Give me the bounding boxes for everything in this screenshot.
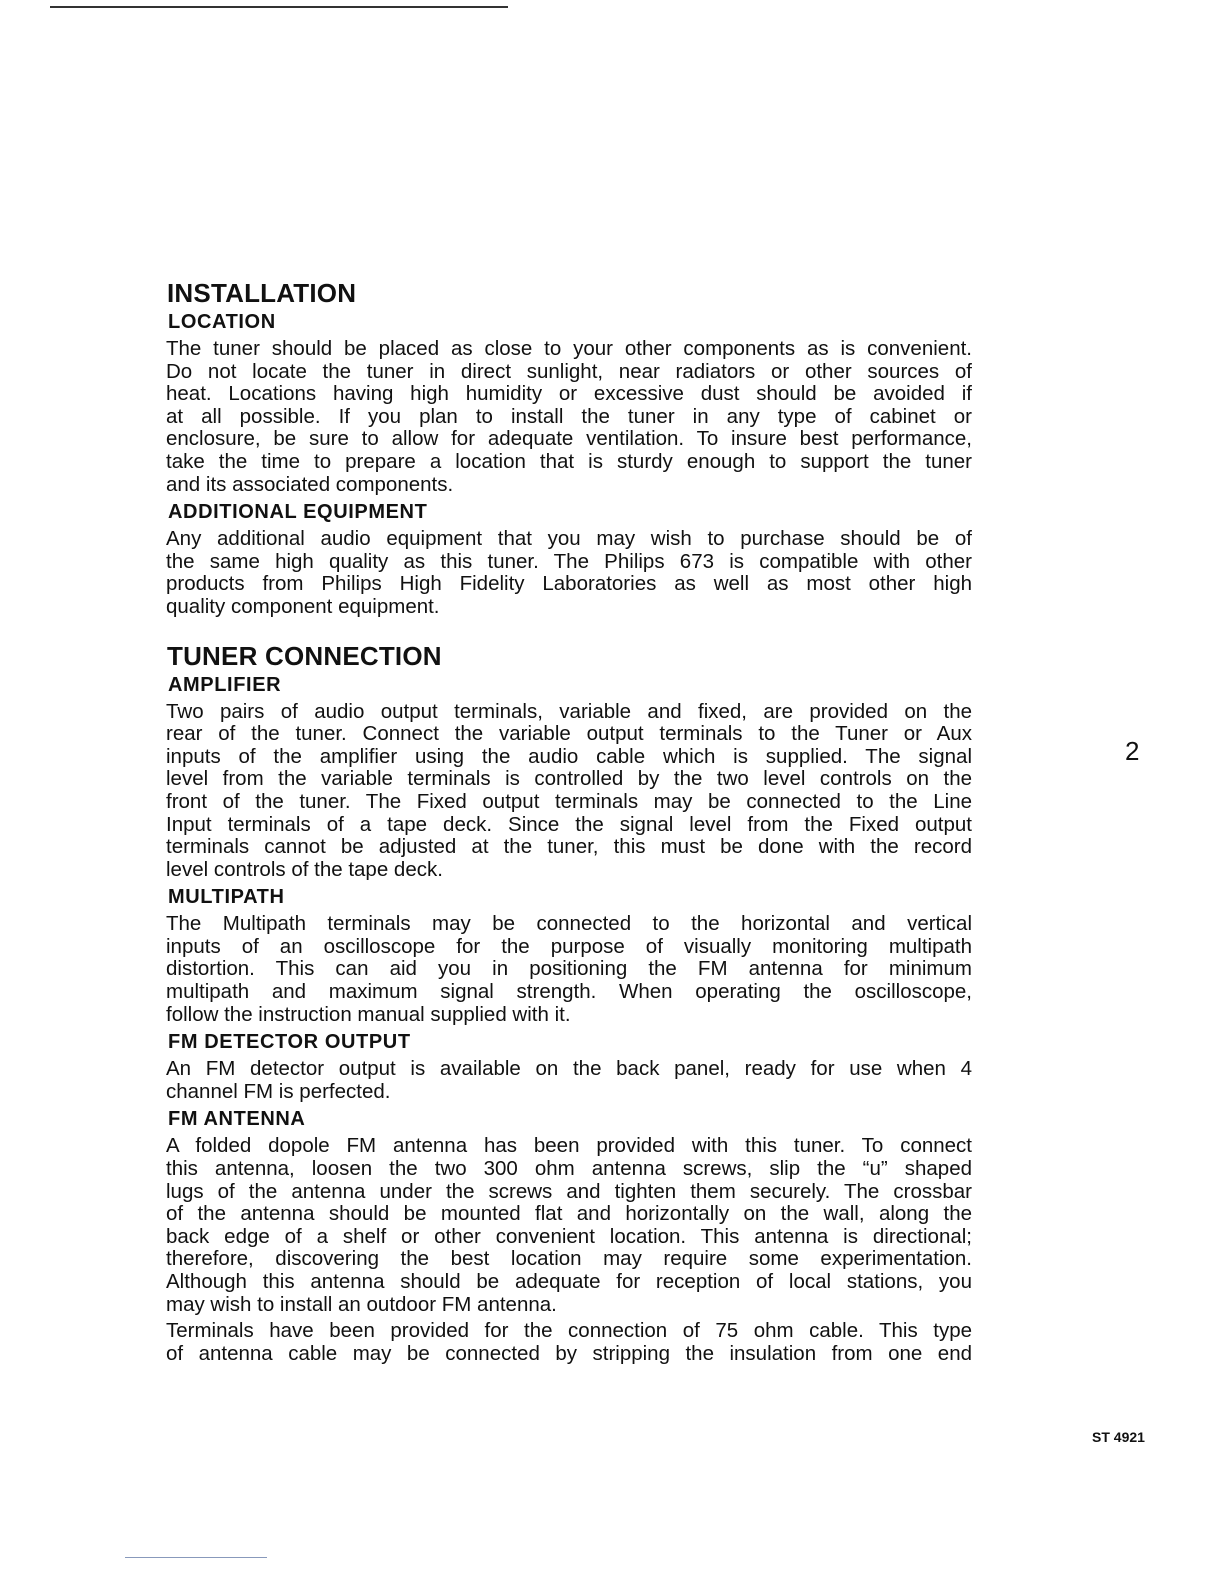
paragraph <box>166 1135 972 1316</box>
text-line: An FM detector output is available on the back panel, ready for use when 4 <box>166 1057 972 1081</box>
text-line: may wish to install an outdoor FM antenna. <box>166 1292 557 1316</box>
top-rule <box>50 6 508 8</box>
text-line: The tuner should be placed as close to your other components as is convenient. <box>166 337 972 360</box>
subsection-heading: MULTIPATH <box>168 886 285 909</box>
text-line: level controls of the tape deck. <box>166 857 443 881</box>
paragraph <box>166 1320 972 1365</box>
subsection-heading: ADDITIONAL EQUIPMENT <box>168 501 428 524</box>
text-line: The Multipath terminals may be connected to the horizontal and vertical <box>166 912 972 936</box>
text-line: lugs of the antenna under the screws and tighten them securely. The crossbar <box>166 1179 972 1203</box>
section <box>166 641 972 1366</box>
text-line: the same high quality as this tuner. The Philips 673 is compatible with other <box>166 549 972 573</box>
document-code: ST 4921 <box>1092 1429 1145 1445</box>
text-line: inputs of an oscilloscope for the purpose of visually monitoring multipath <box>166 934 972 958</box>
paragraph <box>166 701 972 882</box>
document-body <box>166 278 972 1387</box>
text-line: at all possible. If you plan to install the tuner in any type of cabinet or <box>166 404 972 428</box>
paragraph <box>166 338 972 496</box>
text-line: products from Philips High Fidelity Laboratories as well as most other high <box>166 572 972 596</box>
subsection-heading: FM DETECTOR OUTPUT <box>168 1031 411 1054</box>
text-line: distortion. This can aid you in positioning the FM antenna for minimum <box>166 957 972 981</box>
text-line: of the antenna should be mounted flat and horizontally on the wall, along the <box>166 1202 972 1226</box>
text-line: Input terminals of a tape deck. Since the signal level from the Fixed output <box>166 812 972 836</box>
section-heading: TUNER CONNECTION <box>167 640 442 671</box>
text-line: multipath and maximum signal strength. When operating the oscilloscope, <box>166 980 972 1004</box>
paragraph <box>166 1058 972 1103</box>
text-line: of antenna cable may be connected by stripping the insulation from one end <box>166 1341 972 1365</box>
text-line: level from the variable terminals is controlled by the two level controls on the <box>166 767 972 791</box>
text-line: terminals cannot be adjusted at the tuner, this must be done with the record <box>166 835 972 859</box>
text-line: and its associated components. <box>166 472 454 496</box>
text-line: Although this antenna should be adequate for reception of local stations, you <box>166 1270 972 1293</box>
text-line: front of the tuner. The Fixed output terminals may be connected to the Line <box>166 789 972 813</box>
paragraph <box>166 913 972 1026</box>
page-number: 2 <box>1125 736 1140 766</box>
text-line: heat. Locations having high humidity or excessive dust should be avoided if <box>166 382 972 406</box>
text-line: inputs of the amplifier using the audio cable which is supplied. The signal <box>166 744 972 768</box>
text-line: this antenna, loosen the two 300 ohm antenna screws, slip the “u” shaped <box>166 1157 972 1181</box>
text-line: Terminals have been provided for the connection of 75 ohm cable. This type <box>166 1319 972 1343</box>
subsection-heading: FM ANTENNA <box>168 1108 306 1131</box>
text-line: Do not locate the tuner in direct sunlight, near radiators or other sources of <box>166 359 972 383</box>
text-line: Two pairs of audio output terminals, variable and fixed, are provided on the <box>166 699 972 723</box>
text-line: channel FM is perfected. <box>166 1079 391 1103</box>
bottom-rule <box>125 1557 267 1558</box>
subsection-heading: AMPLIFIER <box>168 673 282 696</box>
subsection-heading: LOCATION <box>168 311 276 333</box>
paragraph <box>166 528 972 618</box>
text-line: back edge of a shelf or other convenient location. This antenna is directional; <box>166 1224 972 1248</box>
text-line: take the time to prepare a location that is sturdy enough to support the tuner <box>166 449 972 473</box>
text-line: rear of the tuner. Connect the variable output terminals to the Tuner or Aux <box>166 722 972 746</box>
text-line: therefore, discovering the best location may require some experimentation. <box>166 1247 972 1271</box>
text-line: quality component equipment. <box>166 594 440 618</box>
section-heading: INSTALLATION <box>167 278 357 308</box>
text-line: enclosure, be sure to allow for adequate ventilation. To insure best performance, <box>166 427 972 451</box>
section <box>166 278 972 619</box>
text-line: Any additional audio equipment that you may wish to purchase should be of <box>166 527 972 551</box>
text-line: A folded dopole FM antenna has been provided with this tuner. To connect <box>166 1134 972 1158</box>
text-line: follow the instruction manual supplied with it. <box>166 1002 571 1026</box>
